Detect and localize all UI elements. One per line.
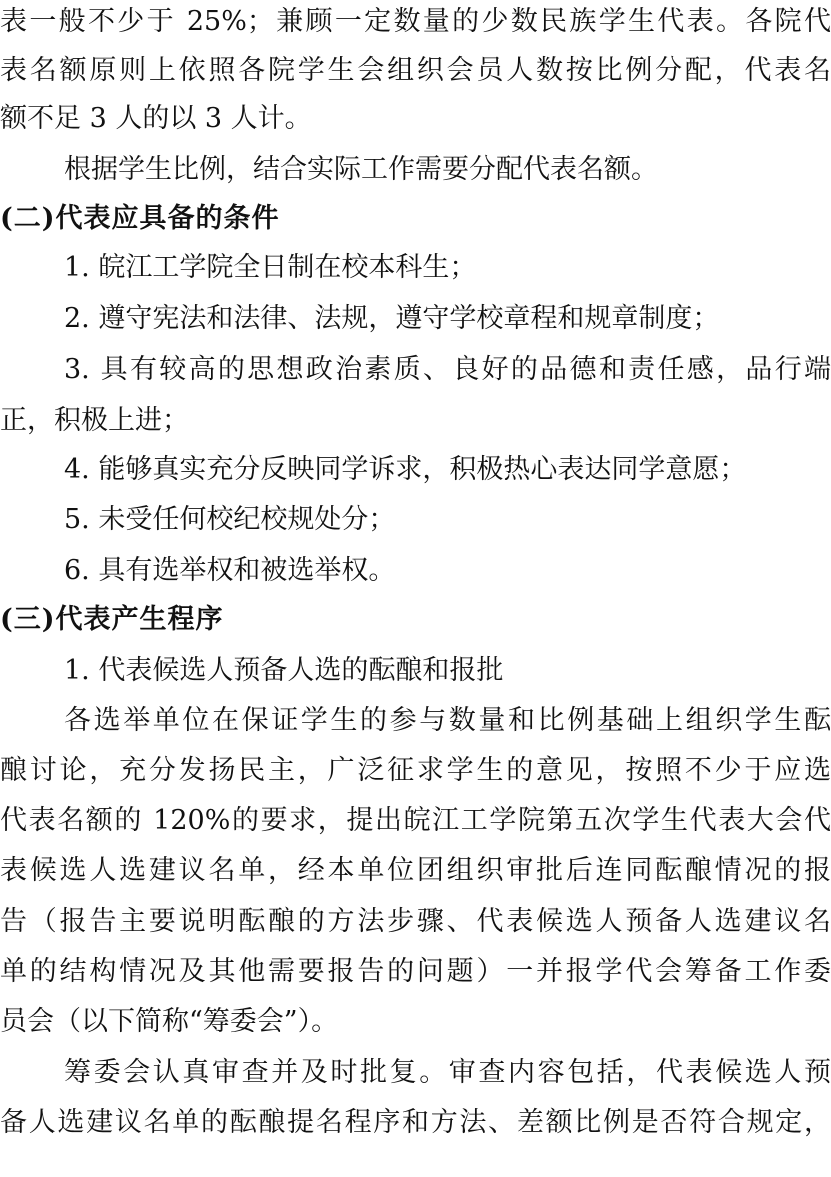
paragraph-line: 告（报告主要说明酝酿的方法步骤、代表候选人预备人选建议名 [0,906,831,937]
paragraph-line: 表名额原则上依照各院学生会组织会员人数按比例分配，代表名 [0,55,831,86]
paragraph-line: 备人选建议名单的酝酿提名程序和方法、差额比例是否符合规定， [0,1107,831,1138]
list-item-continuation: 正，积极上进； [0,405,189,436]
subsection-heading: 1. 代表候选人预备人选的酝酿和报批 [64,655,504,686]
section-heading: (二)代表应具备的条件 [0,203,280,234]
paragraph-line: 酿讨论，充分发扬民主，广泛征求学生的意见，按照不少于应选 [0,755,831,786]
paragraph-line: 单的结构情况及其他需要报告的问题）一并报学代会筹备工作委 [0,956,831,987]
section-heading: (三)代表产生程序 [0,604,224,635]
paragraph-line: 各选举单位在保证学生的参与数量和比例基础上组织学生酝 [64,705,831,736]
paragraph-line: 根据学生比例，结合实际工作需要分配代表名额。 [64,154,658,185]
list-item: 1. 皖江工学院全日制在校本科生； [64,252,477,283]
paragraph-line: 表一般不少于 25%；兼顾一定数量的少数民族学生代表。各院代 [0,6,831,37]
paragraph-line: 员会（以下简称“筹委会”）。 [0,1006,339,1037]
paragraph-line: 额不足 3 人的以 3 人计。 [0,103,312,134]
paragraph-line: 表候选人选建议名单，经本单位团组织审批后连同酝酿情况的报 [0,855,831,886]
list-item: 3. 具有较高的思想政治素质、良好的品德和责任感，品行端 [64,354,831,385]
list-item: 5. 未受任何校纪校规处分； [64,504,396,535]
paragraph-line: 代表名额的 120%的要求，提出皖江工学院第五次学生代表大会代 [0,805,831,836]
list-item: 6. 具有选举权和被选举权。 [64,555,396,586]
paragraph-line: 筹委会认真审查并及时批复。审查内容包括，代表候选人预 [64,1057,831,1088]
list-item: 4. 能够真实充分反映同学诉求，积极热心表达同学意愿； [64,454,747,485]
list-item: 2. 遵守宪法和法律、法规，遵守学校章程和规章制度； [64,303,720,334]
